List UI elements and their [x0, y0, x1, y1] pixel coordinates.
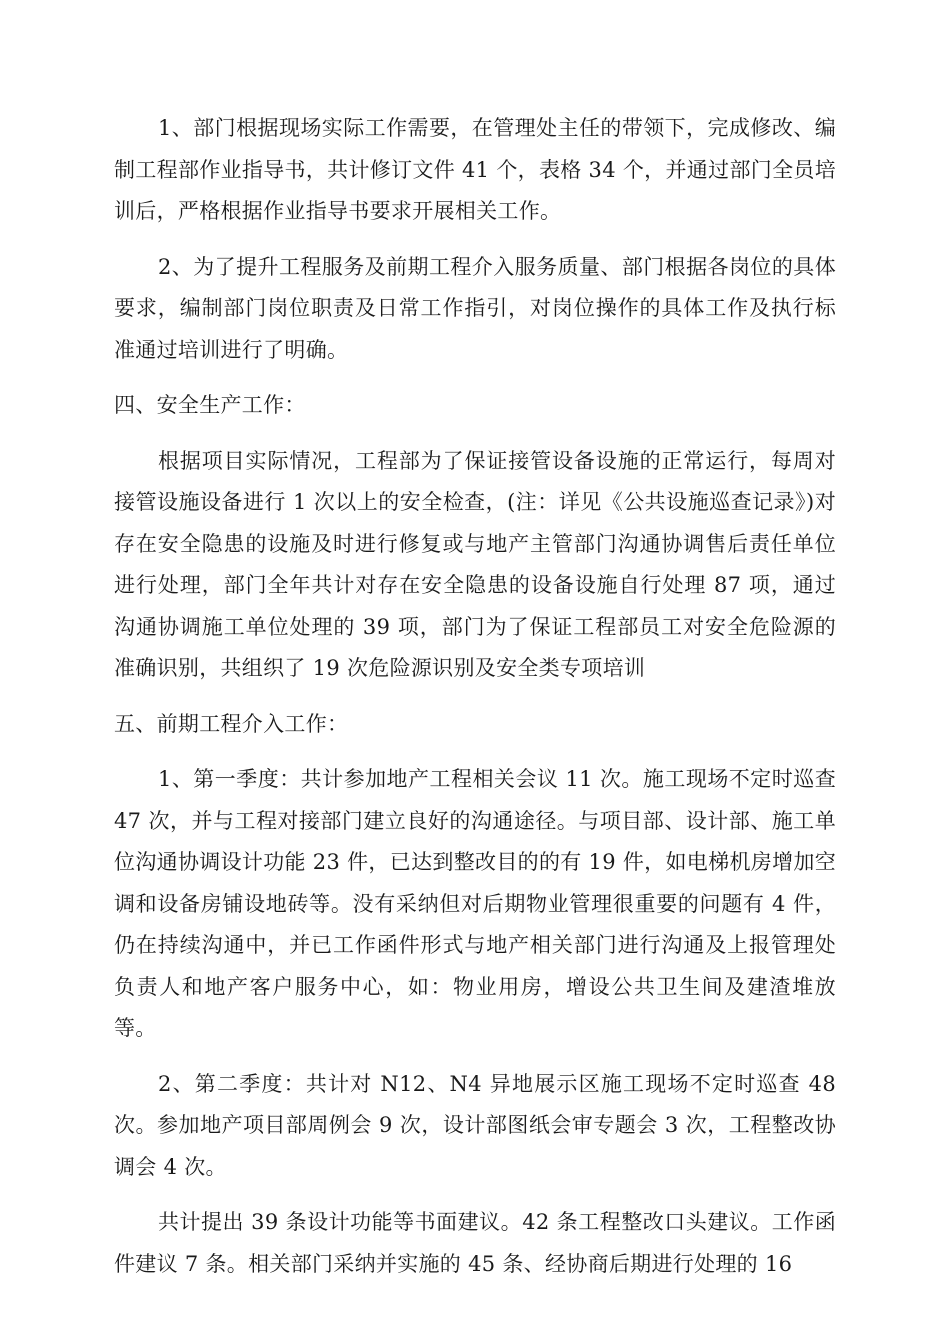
paragraph-q2: 2、第二季度：共计对 N12、N4 异地展示区施工现场不定时巡查 48 次。参加地产项目部周例会 9 次，设计部图纸会审专题会 3 次，工程整改协调会 4 次。: [114, 1071, 836, 1179]
paragraph-suggestions: 共计提出 39 条设计功能等书面建议。42 条工程整改口头建议。工作函件建议 7 条。相关部门采纳并实施的 45 条、经协商后期进行处理的 16: [114, 1210, 836, 1276]
section-heading-early-intervention: 五、前期工程介入工作：: [114, 711, 349, 736]
document-page: [114, 108, 836, 1299]
section-heading-safety: 四、安全生产工作：: [114, 393, 306, 417]
paragraph-safety-inspection: 根据项目实际情况，工程部为了保证接管设备设施的正常运行，每周对接管设施设备进行 1 次以上的安全检查，(注：详见《公共设施巡查记录》)对存在安全隐患的设施及时进行修复或与地产主管部门沟通协调售后责任单位进行处理，部门全年共计对存在安全隐患的设备设施自行处理 87 项，通过沟通协调施工单位处理的 39 项，部门为了保证工程部员工对安全危险源的准确识别，共组织了 19 次危险源识别及安全类专项培训: [114, 448, 836, 680]
paragraph-dept-guidebook: 1、部门根据现场实际工作需要，在管理处主任的带领下，完成修改、编制工程部作业指导书，共计修订文件 41 个，表格 34 个，并通过部门全员培训后，严格根据作业指导书要求开展相关工作。: [114, 116, 836, 223]
paragraph-q1: 1、第一季度：共计参加地产工程相关会议 11 次。施工现场不定时巡查 47 次，并与工程对接部门建立良好的沟通途径。与项目部、设计部、施工单位沟通协调设计功能 23 件，已达到整改目的的有 19 件，如电梯机房增加空调和设备房铺设地砖等。没有采纳但对后期物业管理很重要的问题有 4 件，仍在持续沟通中，并已工作函件形式与地产相关部门进行沟通及上报管理处负责人和地产客户服务中心，如：物业用房，增设公共卫生间及建渣堆放等。: [114, 767, 836, 1040]
paragraph-job-responsibilities: 2、为了提升工程服务及前期工程介入服务质量、部门根据各岗位的具体要求，编制部门岗位职责及日常工作指引，对岗位操作的具体工作及执行标准通过培训进行了明确。: [114, 254, 836, 362]
